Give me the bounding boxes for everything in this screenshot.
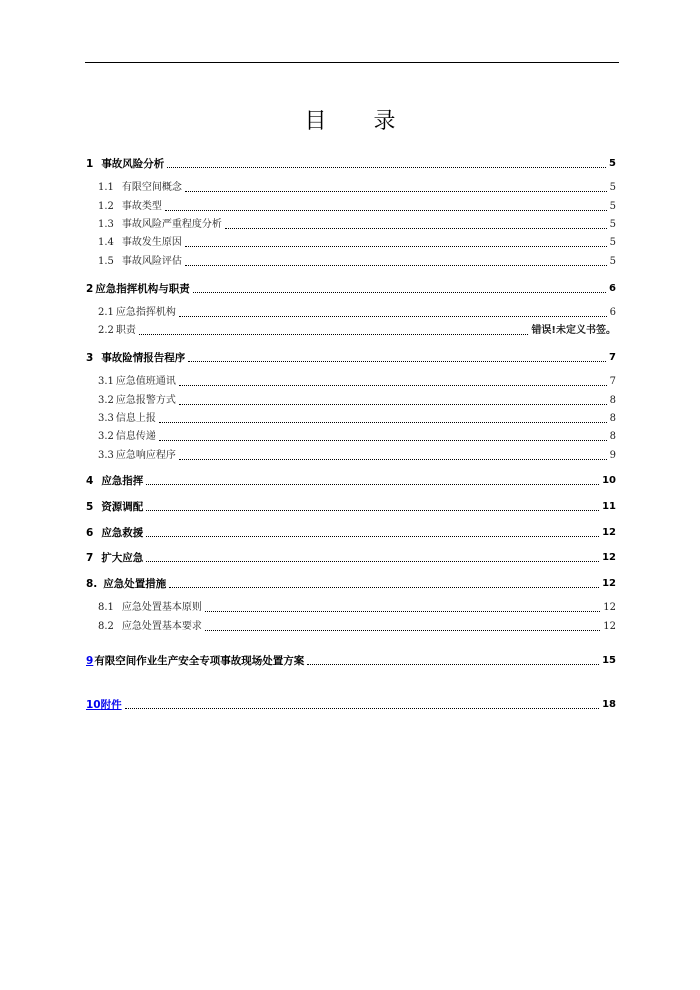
toc-number: 7 (86, 552, 94, 564)
toc-page: 5 (609, 237, 616, 248)
toc-entry-2-2[interactable] (86, 324, 616, 338)
toc-entry-1-5[interactable] (86, 255, 616, 269)
toc-entry-8-1[interactable] (86, 601, 616, 615)
toc-text: 应急处置基本要求 (121, 621, 202, 632)
dot-leader (146, 510, 599, 511)
toc-text: 应急指挥 (101, 475, 144, 487)
toc-text: 事故风险评估 (121, 256, 182, 267)
toc-text: 扩大应急 (101, 552, 144, 564)
toc-number-link[interactable]: 9 (86, 655, 94, 667)
toc-entry-9[interactable] (86, 654, 616, 668)
toc-number: 1.1 (98, 182, 114, 193)
toc-number: 3.2 (98, 395, 114, 406)
toc-number: 2.2 (98, 325, 114, 336)
toc-number: 5 (86, 501, 94, 513)
toc-page: 12 (602, 578, 616, 589)
toc-number-link[interactable]: 10 (86, 699, 101, 711)
toc-text: 职责 (115, 325, 136, 336)
dot-leader (139, 334, 529, 335)
dot-leader (185, 265, 607, 266)
toc-page: 11 (602, 501, 616, 512)
toc-page: 10 (602, 475, 616, 486)
toc-number: 1.4 (98, 237, 114, 248)
dot-leader (169, 587, 599, 588)
toc-entry-5[interactable] (86, 500, 616, 514)
dot-leader (188, 361, 606, 362)
toc-entry-1-4[interactable] (86, 236, 616, 250)
toc-text: 应急处置基本原则 (121, 602, 202, 613)
toc-page: 15 (602, 655, 616, 666)
toc-number: 2 (86, 283, 94, 295)
toc-entry-1-2[interactable] (86, 200, 616, 214)
toc-number: 8. (86, 578, 98, 590)
toc-text-link[interactable]: 附件 (100, 699, 122, 711)
toc-entry-10[interactable] (86, 698, 616, 712)
toc-entry-3-2b[interactable] (86, 430, 616, 444)
toc-text: 事故风险严重程度分析 (121, 219, 222, 230)
toc-number: 3.2 (98, 431, 114, 442)
toc-text: 事故类型 (121, 201, 162, 212)
dot-leader (179, 459, 607, 460)
toc-number: 8.2 (98, 621, 114, 632)
dot-leader (146, 484, 599, 485)
toc-page: 9 (609, 450, 616, 461)
toc-page: 12 (602, 552, 616, 563)
dot-leader (179, 385, 607, 386)
toc-text: 有限空间概念 (121, 182, 182, 193)
toc-text: 应急值班通讯 (115, 376, 176, 387)
toc-page: 18 (602, 699, 616, 710)
dot-leader (159, 440, 607, 441)
toc-page: 7 (609, 376, 616, 387)
toc-text: 应急处置措施 (103, 578, 167, 590)
header-rule (85, 62, 619, 63)
toc-text: 事故险情报告程序 (101, 352, 186, 364)
dot-leader (146, 536, 599, 537)
toc-entry-8[interactable] (86, 577, 616, 591)
toc-page: 8 (609, 413, 616, 424)
dot-leader (205, 611, 600, 612)
toc-text: 应急响应程序 (115, 450, 176, 461)
toc-page: 6 (609, 283, 616, 294)
toc-text: 信息传递 (115, 431, 156, 442)
toc-number: 4 (86, 475, 94, 487)
toc-number: 2.1 (98, 307, 114, 318)
toc-page: 12 (603, 602, 616, 613)
toc-entry-2-1[interactable] (86, 306, 616, 320)
toc-entry-3-1[interactable] (86, 375, 616, 389)
dot-leader (185, 246, 607, 247)
toc-entry-1-1[interactable] (86, 181, 616, 195)
dot-leader (179, 404, 607, 405)
toc-page-error: 错误!未定义书签。 (531, 325, 616, 336)
dot-leader (225, 228, 607, 229)
dot-leader (165, 210, 607, 211)
dot-leader (307, 664, 599, 665)
toc-entry-3-2[interactable] (86, 394, 616, 408)
toc-page: 5 (609, 182, 616, 193)
toc-text: 应急救援 (101, 527, 144, 539)
toc-entry-6[interactable] (86, 526, 616, 540)
toc-text: 应急指挥机构与职责 (95, 283, 190, 295)
toc-page: 12 (602, 527, 616, 538)
dot-leader (125, 708, 599, 709)
toc-text: 事故发生原因 (121, 237, 182, 248)
toc-entry-3[interactable] (86, 351, 616, 365)
toc-text: 事故风险分析 (101, 158, 165, 170)
toc-entry-1-3[interactable] (86, 218, 616, 232)
toc-number: 1.2 (98, 201, 114, 212)
toc-number: 3.3 (98, 413, 114, 424)
toc-number: 1.3 (98, 219, 114, 230)
toc-entry-7[interactable] (86, 551, 616, 565)
page-title: 目 录 (304, 109, 416, 134)
toc-number: 8.1 (98, 602, 114, 613)
toc-page: 5 (609, 201, 616, 212)
toc-number: 1 (86, 158, 94, 170)
dot-leader (146, 561, 599, 562)
toc-entry-3-3b[interactable] (86, 449, 616, 463)
toc-page: 12 (603, 621, 616, 632)
toc-number: 1.5 (98, 256, 114, 267)
toc-page: 7 (609, 352, 616, 363)
toc-entry-8-2[interactable] (86, 620, 616, 634)
toc-page: 8 (609, 395, 616, 406)
dot-leader (159, 422, 607, 423)
toc-entry-3-3[interactable] (86, 412, 616, 426)
toc-page: 5 (609, 158, 616, 169)
toc-number: 3.3 (98, 450, 114, 461)
toc-entry-4[interactable] (86, 474, 616, 488)
toc-number: 6 (86, 527, 94, 539)
dot-leader (185, 191, 607, 192)
toc-text: 资源调配 (101, 501, 144, 513)
toc-page: 5 (609, 256, 616, 267)
toc-text: 应急指挥机构 (115, 307, 176, 318)
toc-page: 5 (609, 219, 616, 230)
toc-entry-2[interactable] (86, 282, 616, 296)
dot-leader (193, 292, 606, 293)
toc-text: 有限空间作业生产安全专项事故现场处置方案 (94, 655, 305, 667)
toc-page: 8 (609, 431, 616, 442)
toc-number: 3.1 (98, 376, 114, 387)
toc-text: 信息上报 (115, 413, 156, 424)
toc-text: 应急报警方式 (115, 395, 176, 406)
toc-number: 3 (86, 352, 94, 364)
toc-entry-1[interactable] (86, 157, 616, 171)
dot-leader (167, 167, 606, 168)
toc-page: 6 (609, 307, 616, 318)
dot-leader (205, 630, 600, 631)
dot-leader (179, 316, 607, 317)
